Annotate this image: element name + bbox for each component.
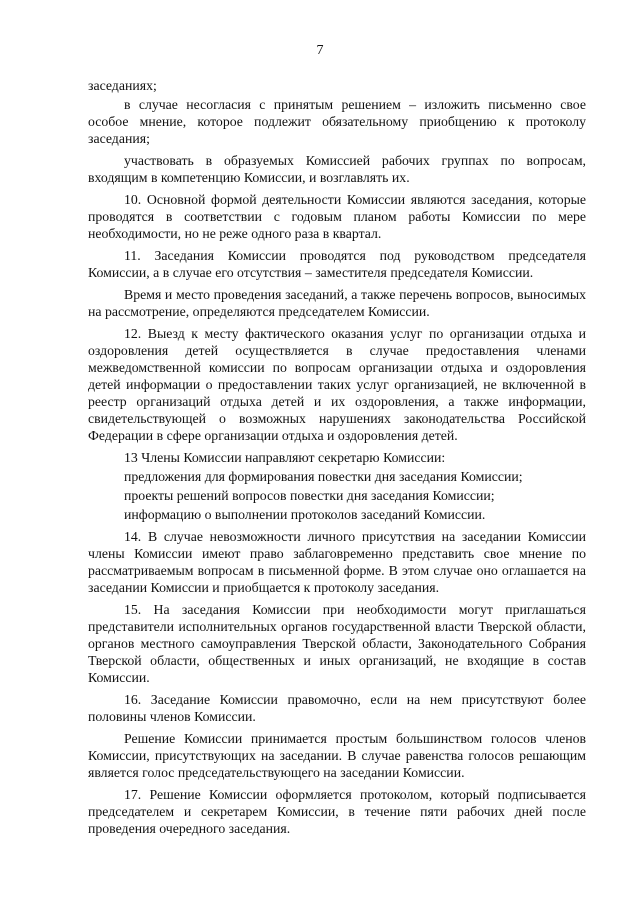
- paragraph-item-10: 10. Основной формой деятельности Комиссии являются заседания, которые проводятся в соответствии с годовым планом работы Комиссии по мере необходимости, но не реже одного раза в квартал.: [88, 192, 586, 241]
- paragraph-draft-decisions: проекты решений вопросов повестки дня заседания Комиссии;: [124, 488, 495, 503]
- paragraph-protocol-info: информацию о выполнении протоколов заседаний Комиссии.: [124, 507, 486, 522]
- paragraph-working-groups: участвовать в образуемых Комиссией рабочих группах по вопросам, входящим в компетенцию Комиссии, и возглавлять их.: [88, 153, 586, 185]
- paragraph-meeting-time-place: Время и место проведения заседаний, а также перечень вопросов, выносимых на рассмотрение, определяются председателем Комиссии.: [88, 287, 586, 319]
- paragraph-item-16: 16. Заседание Комиссии правомочно, если на нем присутствуют более половины членов Комиссии.: [88, 692, 586, 724]
- paragraph-item-12: 12. Выезд к месту фактического оказания услуг по организации отдыха и оздоровления детей осуществляется в случае предоставления членами межведомственной комиссии по вопросам организации отдыха и оздоровления детей информации о предоставлении таких услуг организацией, не включенной в реестр организаций отдыха детей и их оздоровления, а также информации, свидетельствующей о возможных нарушениях законодательства Российской Федерации в сфере организации отдыха и оздоровления детей.: [88, 326, 586, 443]
- paragraph-item-15: 15. На заседания Комиссии при необходимости могут приглашаться представители исполнительных органов государственной власти Тверской области, органов местного самоуправления Тверской области, Законодательного Собрания Тверской области, общественных и иных организаций, не входящие в состав Комиссии.: [88, 602, 586, 685]
- paragraph-continuation: заседаниях;: [88, 78, 157, 93]
- paragraph-item-17: 17. Решение Комиссии оформляется протоколом, который подписывается председателем и секретарем Комиссии, в течение пяти рабочих дней после проведения очередного заседания.: [88, 787, 586, 836]
- paragraph-dissent-opinion: в случае несогласия с принятым решением – изложить письменно свое особое мнение, которое подлежит обязательному приобщению к протоколу заседания;: [88, 97, 586, 146]
- paragraph-agenda-proposals: предложения для формирования повестки дня заседания Комиссии;: [124, 469, 523, 484]
- paragraph-item-13: 13 Члены Комиссии направляют секретарю Комиссии:: [124, 450, 446, 465]
- paragraph-item-14: 14. В случае невозможности личного присутствия на заседании Комиссии члены Комиссии имеют право заблаговременно представить свое мнение по рассматриваемым вопросам в письменной форме. В этом случае оно оглашается на заседании Комиссии и приобщается к протоколу заседания.: [88, 529, 586, 595]
- document-body: [88, 77, 586, 837]
- paragraph-item-11: 11. Заседания Комиссии проводятся под руководством председателя Комиссии, а в случае его отсутствия – заместителя председателя Комиссии.: [88, 248, 586, 280]
- paragraph-majority-vote: Решение Комиссии принимается простым большинством голосов членов Комиссии, присутствующих на заседании. В случае равенства голосов решающим является голос председательствующего на заседании Комиссии.: [88, 731, 586, 780]
- page-number: 7: [316, 43, 324, 58]
